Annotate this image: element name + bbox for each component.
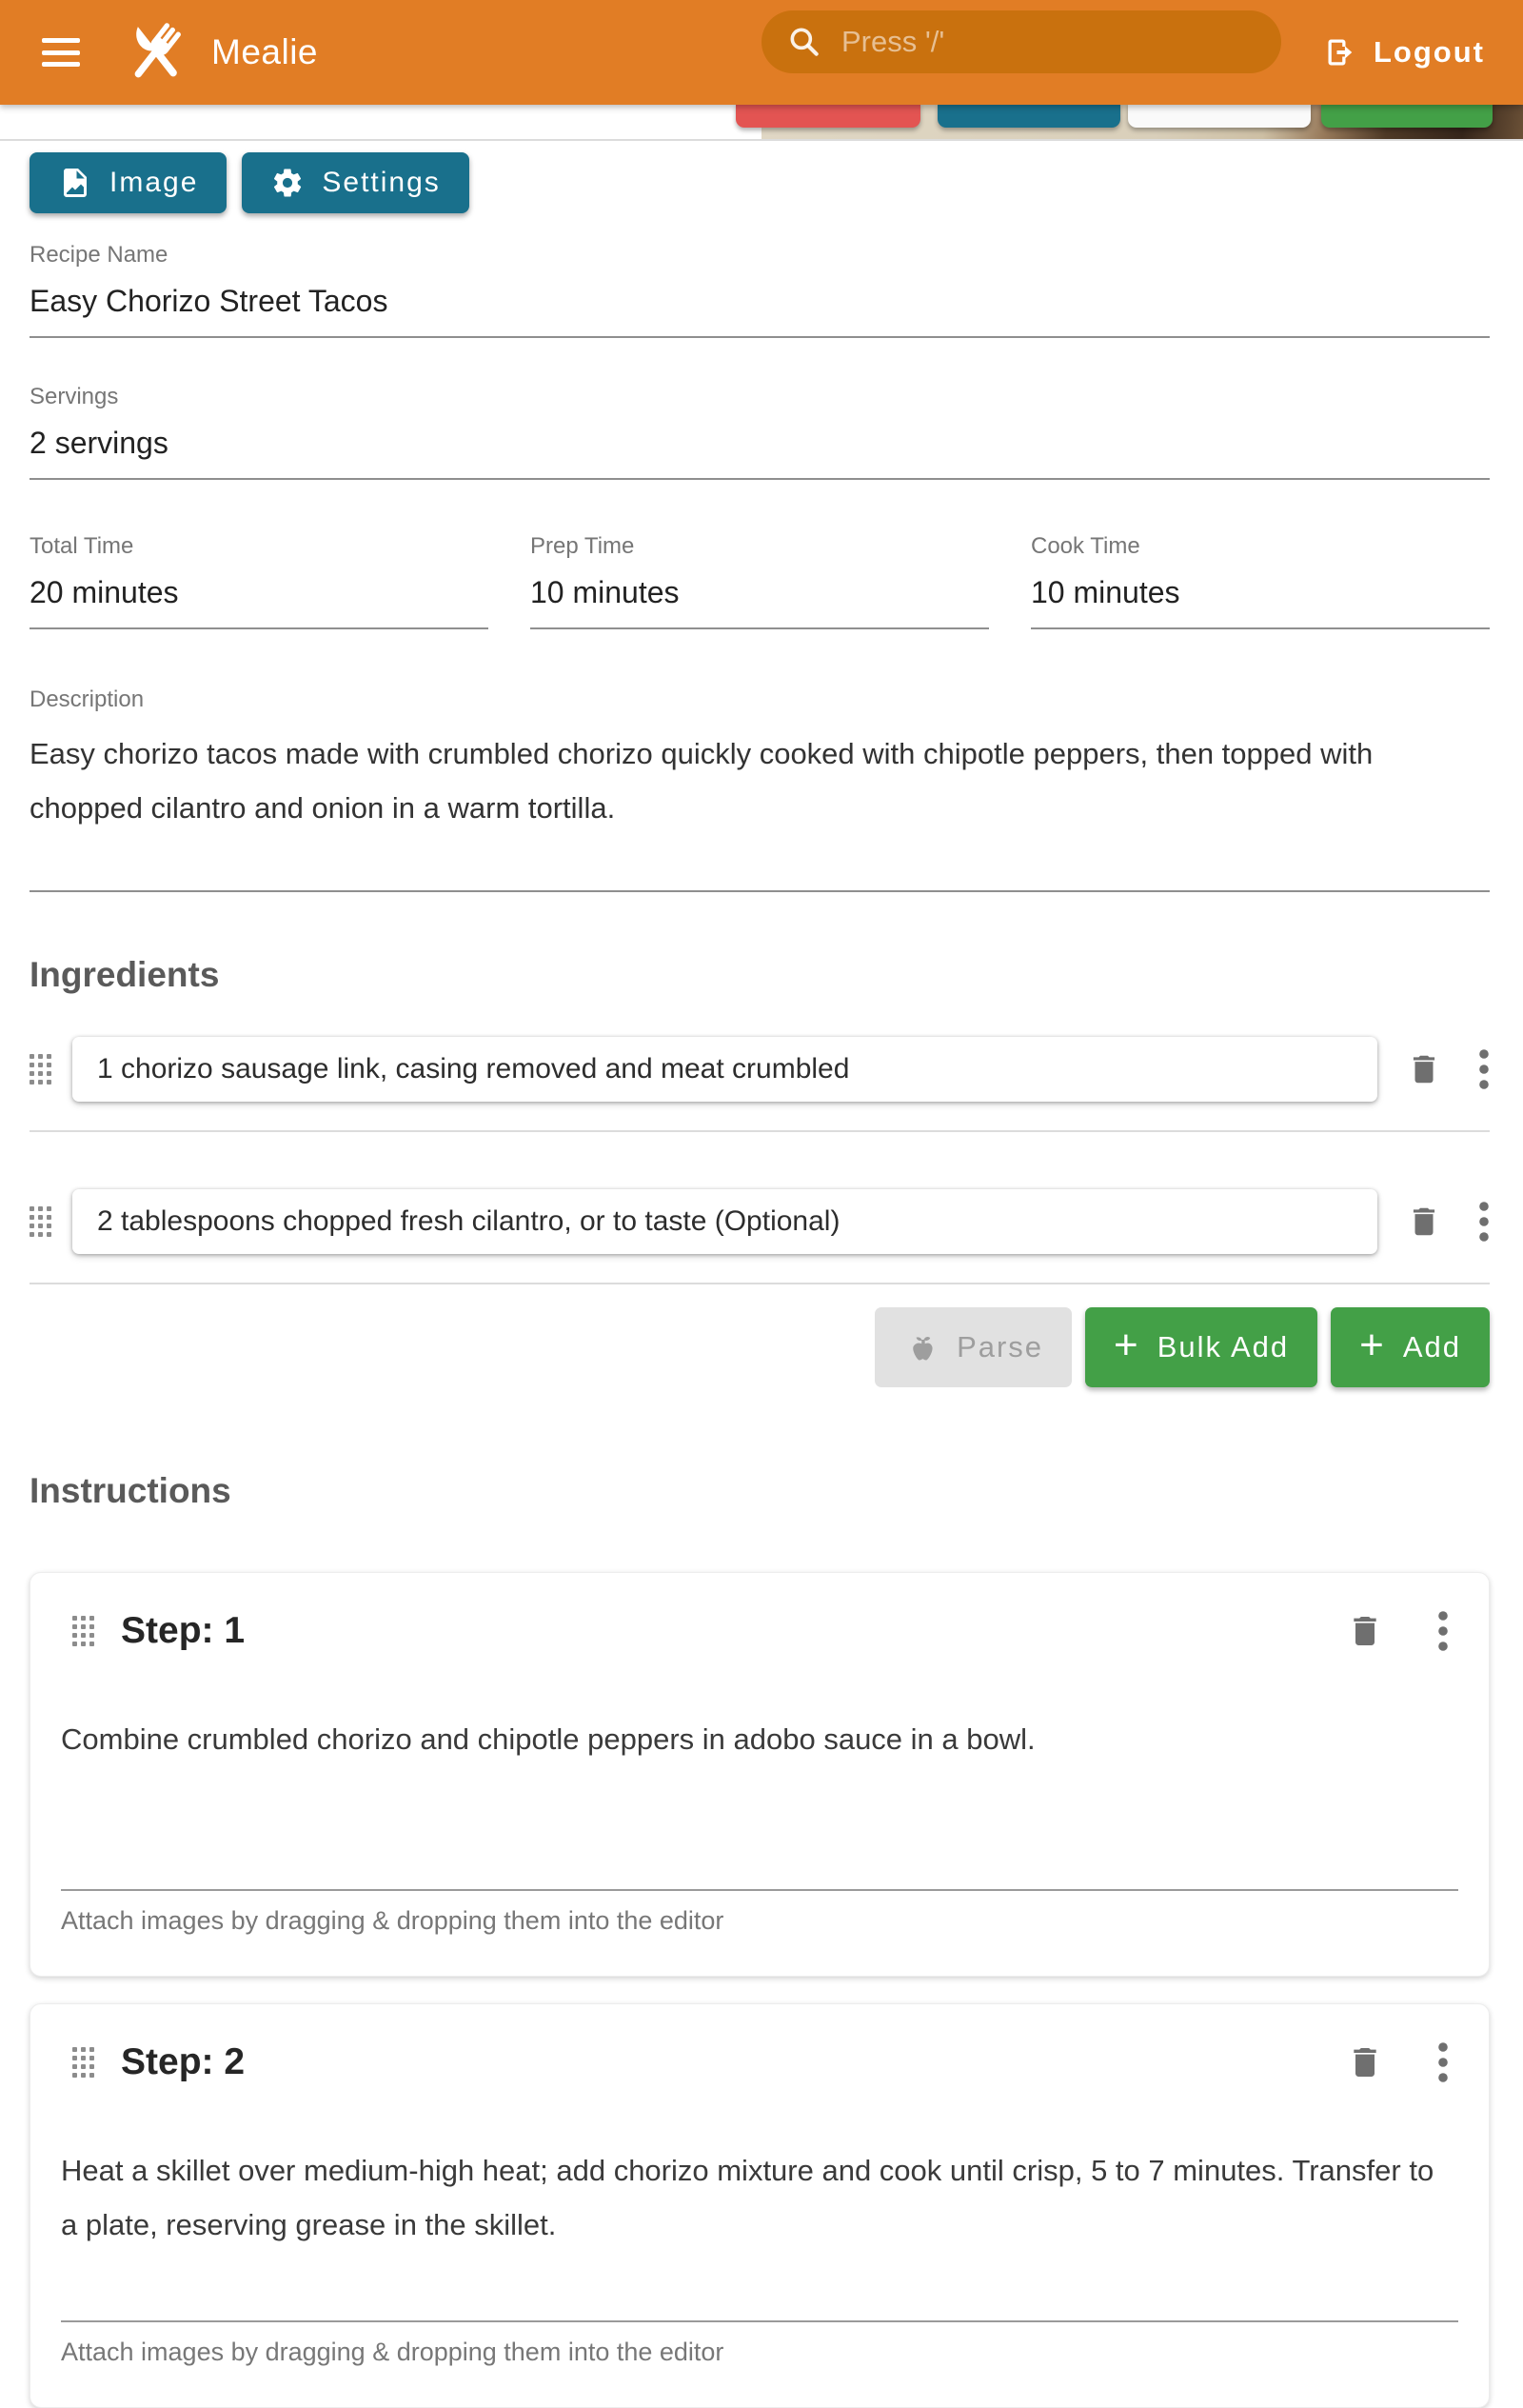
ingredient-menu-button[interactable] bbox=[1478, 1201, 1490, 1243]
cook-time-field bbox=[1031, 533, 1490, 629]
kebab-menu-icon bbox=[1478, 1048, 1490, 1090]
ingredients-heading: Ingredients bbox=[30, 955, 220, 994]
ingredient-row bbox=[30, 1189, 1490, 1254]
recipe-name-input[interactable]: Easy Chorizo Street Tacos bbox=[30, 284, 1490, 338]
step-title: Step: 2 bbox=[121, 2041, 246, 2082]
json-chip-button[interactable] bbox=[1128, 103, 1311, 128]
save-chip-button[interactable] bbox=[1321, 103, 1493, 128]
step-header bbox=[61, 1609, 1458, 1653]
settings-button-label: Settings bbox=[322, 167, 441, 198]
recipe-editor bbox=[0, 152, 1523, 2408]
description-label: Description bbox=[30, 687, 145, 712]
editor-divider bbox=[61, 1889, 1458, 1891]
ingredient-input[interactable]: 1 chorizo sausage link, casing removed and meat crumbled bbox=[72, 1037, 1377, 1102]
trash-icon bbox=[1346, 1612, 1384, 1650]
delete-step-button[interactable] bbox=[1346, 1612, 1384, 1650]
logout-label: Logout bbox=[1373, 35, 1485, 69]
total-time-input[interactable]: 20 minutes bbox=[30, 575, 488, 629]
step-text-editor[interactable]: Combine crumbled chorizo and chipotle peppers in adobo sauce in a bowl. bbox=[61, 1722, 1036, 1756]
instructions-heading: Instructions bbox=[30, 1471, 231, 1510]
search-input[interactable] bbox=[841, 25, 1203, 59]
servings-input[interactable]: 2 servings bbox=[30, 426, 1490, 480]
cook-time-input[interactable]: 10 minutes bbox=[1031, 575, 1490, 629]
trash-icon bbox=[1406, 1051, 1442, 1087]
drag-handle-icon[interactable] bbox=[72, 2047, 94, 2078]
delete-ingredient-button[interactable] bbox=[1406, 1204, 1442, 1240]
total-time-field bbox=[30, 533, 488, 629]
prep-time-field bbox=[530, 533, 989, 629]
kebab-menu-icon bbox=[1437, 2040, 1449, 2084]
servings-label: Servings bbox=[30, 384, 119, 409]
step-title: Step: 1 bbox=[121, 1610, 246, 1651]
menu-icon[interactable] bbox=[42, 38, 80, 67]
ingredient-row bbox=[30, 1037, 1490, 1102]
delete-chip-button[interactable] bbox=[736, 103, 920, 128]
step-header bbox=[61, 2040, 1458, 2084]
settings-button[interactable] bbox=[242, 152, 468, 213]
ingredient-divider bbox=[30, 1283, 1490, 1284]
trash-icon bbox=[1406, 1204, 1442, 1240]
instruction-step-card bbox=[30, 2003, 1490, 2408]
editor-toolbar bbox=[30, 152, 1490, 213]
step-menu-button[interactable] bbox=[1437, 1609, 1449, 1653]
attach-images-hint: Attach images by dragging & dropping them into the editor bbox=[61, 1906, 724, 1935]
bulk-add-button[interactable]: + Bulk Add bbox=[1085, 1307, 1317, 1387]
parse-button-label: Parse bbox=[957, 1330, 1044, 1363]
image-button[interactable] bbox=[30, 152, 227, 213]
mealie-logo-icon bbox=[120, 17, 190, 88]
kebab-menu-icon bbox=[1437, 1609, 1449, 1653]
parse-button[interactable] bbox=[875, 1307, 1072, 1387]
prep-time-label: Prep Time bbox=[530, 533, 635, 559]
add-button-label: Add bbox=[1402, 1330, 1461, 1363]
step-text-editor[interactable]: Heat a skillet over medium-high heat; add chorizo mixture and cook until crisp, 5 to 7 minutes. Transfer to a plate, reserving grease in the skillet. bbox=[61, 2154, 1434, 2241]
edit-chip-button[interactable] bbox=[938, 103, 1120, 128]
ingredient-divider bbox=[30, 1130, 1490, 1132]
delete-ingredient-button[interactable] bbox=[1406, 1051, 1442, 1087]
description-field bbox=[30, 687, 1490, 892]
trash-icon bbox=[1346, 2043, 1384, 2081]
time-fields-row bbox=[30, 533, 1490, 629]
recipe-name-label: Recipe Name bbox=[30, 242, 168, 268]
logout-icon bbox=[1324, 35, 1358, 70]
servings-field bbox=[30, 384, 1490, 480]
step-menu-button[interactable] bbox=[1437, 2040, 1449, 2084]
logout-button[interactable] bbox=[1324, 0, 1485, 105]
description-textarea[interactable]: Easy chorizo tacos made with crumbled chorizo quickly cooked with chipotle peppers, then topped with chopped cilantro and onion in a warm tortilla. bbox=[30, 726, 1490, 892]
recipe-hero-strip bbox=[0, 105, 1523, 141]
attach-images-hint: Attach images by dragging & dropping them into the editor bbox=[61, 2338, 724, 2366]
image-button-label: Image bbox=[109, 167, 199, 198]
total-time-label: Total Time bbox=[30, 533, 134, 559]
app-title: Mealie bbox=[211, 32, 318, 71]
gear-icon bbox=[270, 166, 305, 200]
delete-step-button[interactable] bbox=[1346, 2043, 1384, 2081]
editor-divider bbox=[61, 2320, 1458, 2322]
ingredient-menu-button[interactable] bbox=[1478, 1048, 1490, 1090]
app-bar bbox=[0, 0, 1523, 105]
ingredient-input[interactable]: 2 tablespoons chopped fresh cilantro, or to taste (Optional) bbox=[72, 1189, 1377, 1254]
file-image-icon bbox=[58, 166, 92, 200]
prep-time-input[interactable]: 10 minutes bbox=[530, 575, 989, 629]
add-ingredient-button[interactable]: + Add bbox=[1331, 1307, 1490, 1387]
kebab-menu-icon bbox=[1478, 1201, 1490, 1243]
search-bar[interactable] bbox=[762, 10, 1281, 73]
instruction-step-card bbox=[30, 1572, 1490, 1977]
ingredient-actions bbox=[30, 1307, 1490, 1387]
bulk-add-button-label: Bulk Add bbox=[1157, 1330, 1290, 1363]
search-icon bbox=[786, 24, 822, 60]
apple-icon bbox=[903, 1330, 938, 1364]
drag-handle-icon[interactable] bbox=[30, 1054, 51, 1085]
drag-handle-icon[interactable] bbox=[72, 1616, 94, 1646]
drag-handle-icon[interactable] bbox=[30, 1206, 51, 1237]
cook-time-label: Cook Time bbox=[1031, 533, 1140, 559]
recipe-name-field bbox=[30, 242, 1490, 338]
